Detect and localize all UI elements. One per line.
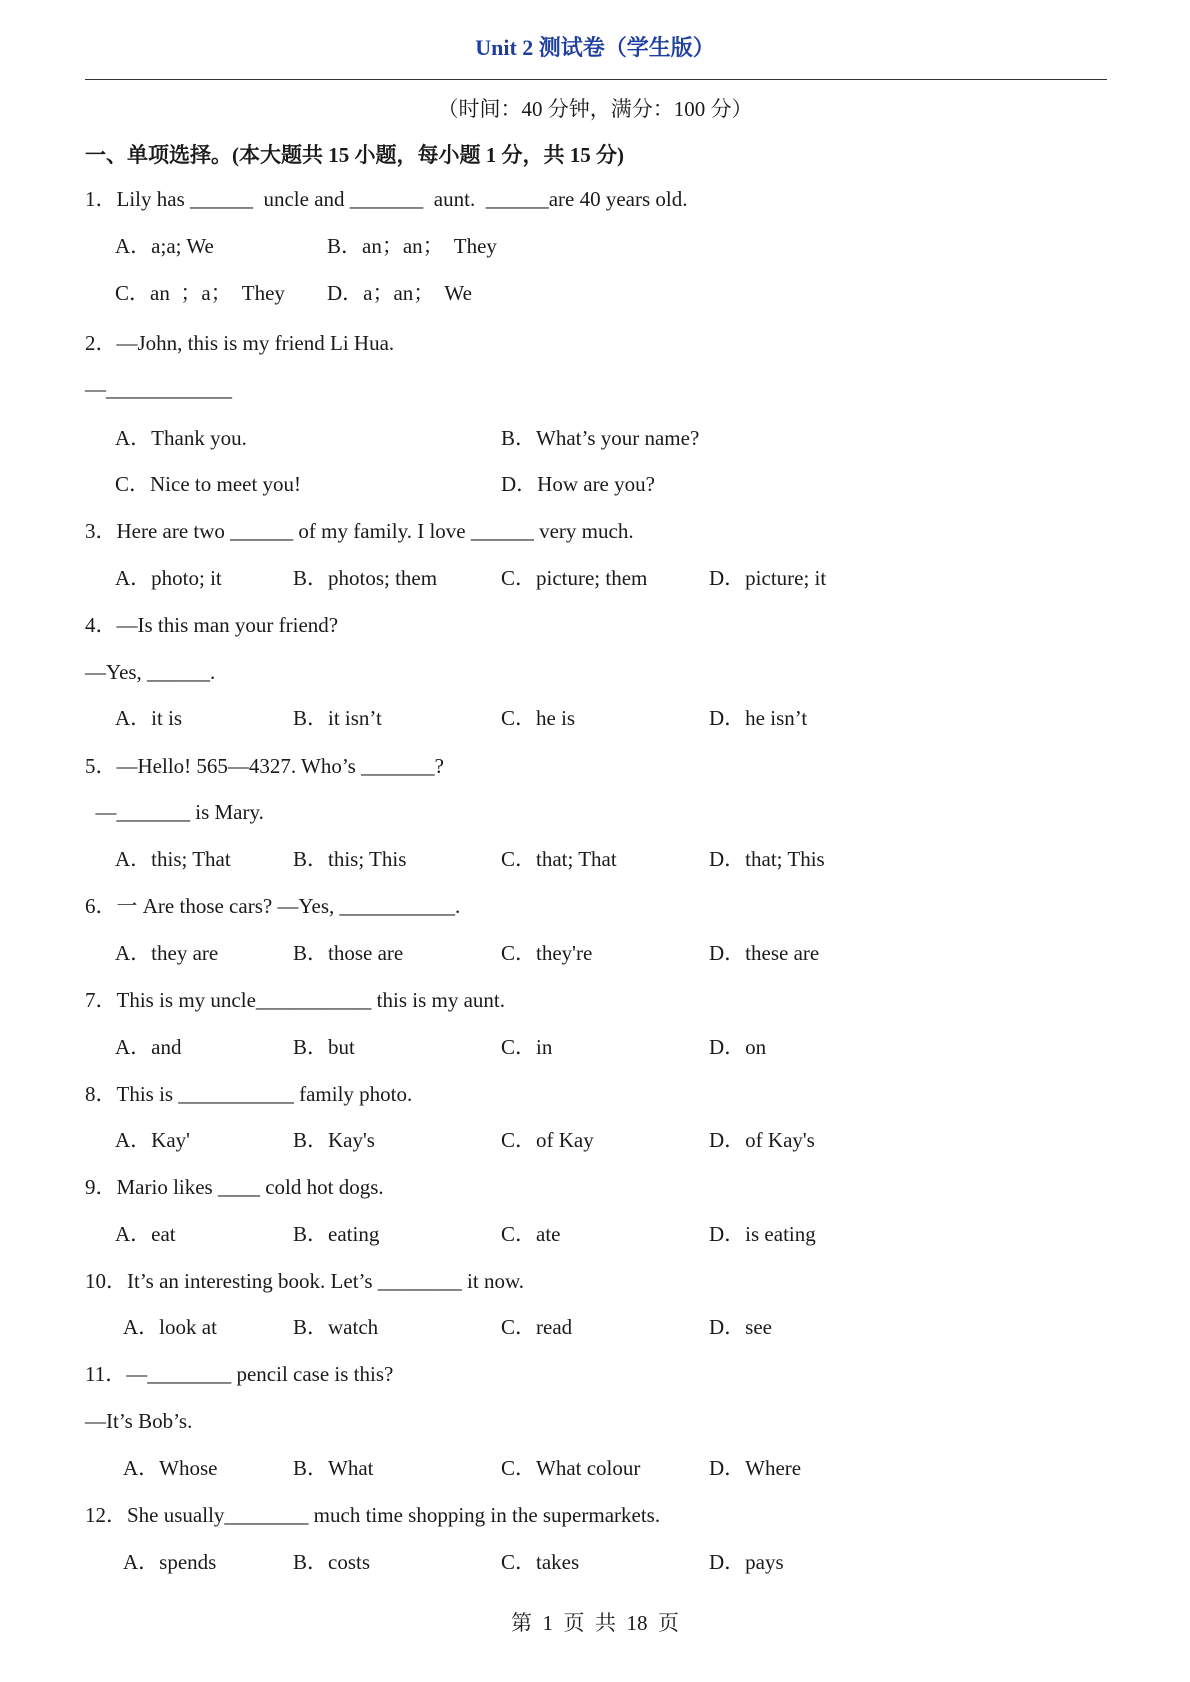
question-7-option-a: A．and — [115, 1035, 182, 1059]
question-8-option-c: C．of Kay — [501, 1128, 594, 1152]
question-3-option-a: A．photo; it — [115, 566, 222, 590]
time-info: （时间：40 分钟，满分：100 分） — [437, 97, 753, 121]
question-11-answer-line: —It’s Bob’s. — [85, 1409, 193, 1433]
question-2-option-c: C．Nice to meet you! — [115, 472, 302, 496]
question-12-option-c: C．takes — [501, 1550, 580, 1574]
question-6-option-c: C．they're — [501, 941, 593, 965]
question-2-answer-line: —____________ — [85, 377, 232, 401]
question-1-option-b: B．an；an； They — [327, 234, 497, 258]
question-1-option-d: D．a；an； We — [327, 281, 472, 305]
question-10-option-d: D．see — [709, 1315, 772, 1339]
question-3-stem: 3．Here are two ______ of my family. I love ______ very much. — [85, 519, 634, 543]
question-6-option-d: D．these are — [709, 941, 820, 965]
question-3-option-d: D．picture; it — [709, 566, 827, 590]
question-10-option-b: B．watch — [293, 1315, 379, 1339]
question-2-stem: 2．—John, this is my friend Li Hua. — [85, 331, 395, 355]
question-3-option-c: C．picture; them — [501, 566, 648, 590]
question-10-stem: 10．It’s an interesting book. Let’s ________ it now. — [85, 1269, 525, 1293]
question-5-option-b: B．this; This — [293, 847, 407, 871]
page-footer: 第 1 页 共 18 页 — [511, 1611, 679, 1635]
question-9-stem: 9．Mario likes ____ cold hot dogs. — [85, 1175, 384, 1199]
question-7-option-b: B．but — [293, 1035, 355, 1059]
question-8-option-d: D．of Kay's — [709, 1128, 815, 1152]
question-12-option-b: B．costs — [293, 1550, 371, 1574]
question-9-option-b: B．eating — [293, 1222, 380, 1246]
question-7-stem: 7．This is my uncle___________ this is my aunt. — [85, 988, 505, 1012]
question-4-option-d: D．he isn’t — [709, 706, 808, 730]
question-10-option-a: A．look at — [123, 1315, 217, 1339]
question-11-option-d: D．Where — [709, 1456, 802, 1480]
question-2-option-a: A．Thank you. — [115, 426, 247, 450]
question-5-stem: 5．—Hello! 565—4327. Who’s _______? — [85, 754, 444, 778]
question-2-option-d: D．How are you? — [501, 472, 655, 496]
question-1-option-c: C．an ；a； They — [115, 281, 285, 305]
question-7-option-c: C．in — [501, 1035, 553, 1059]
question-11-option-c: C．What colour — [501, 1456, 641, 1480]
question-12-option-d: D．pays — [709, 1550, 784, 1574]
question-9-option-c: C．ate — [501, 1222, 561, 1246]
question-8-option-a: A．Kay' — [115, 1128, 190, 1152]
question-4-stem: 4．—Is this man your friend? — [85, 613, 339, 637]
question-1-stem: 1．Lily has ______ uncle and _______ aunt. ______are 40 years old. — [85, 187, 688, 211]
question-12-option-a: A．spends — [123, 1550, 217, 1574]
question-6-option-a: A．they are — [115, 941, 219, 965]
question-8-option-b: B．Kay's — [293, 1128, 375, 1152]
page-title: Unit 2 测试卷（学生版） — [475, 35, 715, 60]
question-6-stem: 6．一 Are those cars? —Yes, ___________. — [85, 894, 461, 918]
question-9-option-d: D．is eating — [709, 1222, 816, 1246]
question-10-option-c: C．read — [501, 1315, 573, 1339]
question-4-answer-line: —Yes, ______. — [85, 660, 216, 684]
question-6-option-b: B．those are — [293, 941, 404, 965]
header-divider — [85, 79, 1107, 80]
question-4-option-b: B．it isn’t — [293, 706, 382, 730]
question-1-option-a: A．a;a; We — [115, 234, 214, 258]
section-heading: 一、单项选择。(本大题共 15 小题，每小题 1 分，共 15 分) — [85, 143, 624, 167]
question-5-answer-line: —_______ is Mary. — [85, 800, 264, 824]
question-5-option-c: C．that; That — [501, 847, 617, 871]
question-7-option-d: D．on — [709, 1035, 767, 1059]
question-2-option-b: B．What’s your name? — [501, 426, 700, 450]
question-12-stem: 12．She usually________ much time shopping in the supermarkets. — [85, 1503, 661, 1527]
question-11-stem: 11．—________ pencil case is this? — [85, 1362, 394, 1386]
question-4-option-c: C．he is — [501, 706, 576, 730]
question-9-option-a: A．eat — [115, 1222, 176, 1246]
question-3-option-b: B．photos; them — [293, 566, 438, 590]
question-5-option-a: A．this; That — [115, 847, 231, 871]
question-11-option-b: B．What — [293, 1456, 374, 1480]
question-4-option-a: A．it is — [115, 706, 183, 730]
question-5-option-d: D．that; This — [709, 847, 825, 871]
question-11-option-a: A．Whose — [123, 1456, 218, 1480]
question-8-stem: 8．This is ___________ family photo. — [85, 1082, 413, 1106]
